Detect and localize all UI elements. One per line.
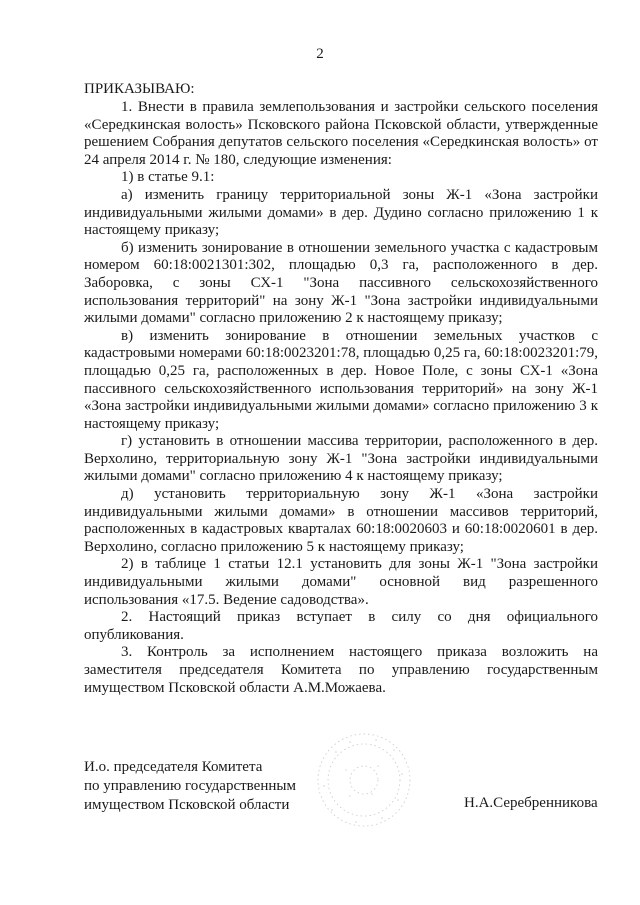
paragraph-subitem-a: а) изменить границу территориальной зоны Ж-1 «Зона застройки индивидуальными жилыми домами» в дер. Дудино согласно приложению 1 к настоящему приказу; xyxy=(84,186,598,239)
signatory-position-line: И.о. председателя Комитета xyxy=(84,759,263,775)
paragraph-subitem-b: б) изменить зонирование в отношении земельного участка с кадастровым номером 60:18:0021301:302, площадью 0,3 га, расположенного в дер. Заборовка, с зоны СХ-1 "Зона пассивного сельскохозяйственного использования территорий" на зону Ж-1 "Зона застройки индивидуальными жилыми домами" согласно приложению 2 к настоящему приказу; xyxy=(84,239,598,327)
order-heading: ПРИКАЗЫВАЮ: xyxy=(84,81,195,97)
paragraph-subitem-v: в) изменить зонирование в отношении земельных участков с кадастровыми номерами 60:18:0023201:78, площадью 0,25 га, 60:18:0023201:79, площадью 0,25 га, расположенных в дер. Новое Поле, с зоны СХ-1 «Зона пассивного сельскохозяйственного использования территорий» на зону Ж-1 «Зона застройки индивидуальными жилыми домами» согласно приложению 3 к настоящему приказу; xyxy=(84,327,598,432)
paragraph-item-2: 2. Настоящий приказ вступает в силу со дня официального опубликования. xyxy=(84,609,598,643)
paragraph-item-3: 3. Контроль за исполнением настоящего приказа возложить на заместителя председателя Комитета по управлению государственным имуществом Псковской области А.М.Можаева. xyxy=(84,644,598,696)
paragraph-subitem-1: 1) в статье 9.1: xyxy=(121,169,215,186)
signatory-position-line: имуществом Псковской области xyxy=(84,797,290,813)
signatory-name: Н.А.Серебренникова xyxy=(464,795,598,811)
page-number: 2 xyxy=(316,46,324,62)
document-body xyxy=(84,99,598,697)
paragraph-subitem-d: д) установить территориальную зону Ж-1 «Зона застройки индивидуальными жилыми домами» в отношении массивов территорий, расположенных в кадастровых кварталах 60:18:0020603 и 60:18:0020601 в дер. Верхолино, согласно приложению 5 к настоящему приказу; xyxy=(84,486,598,555)
paragraph-subitem-2: 2) в таблице 1 статьи 12.1 установить для зоны Ж-1 "Зона застройки индивидуальными жилыми домами" основной вид разрешенного использования «17.5. Ведение садоводства». xyxy=(84,556,598,608)
signatory-position-line: по управлению государственным xyxy=(84,778,296,794)
signatory-position xyxy=(84,758,296,815)
official-seal-stamp xyxy=(306,730,422,830)
paragraph-item-1: 1. Внести в правила землепользования и застройки сельского поселения «Середкинская волость» Псковского района Псковской области, утвержденные решением Собрания депутатов сельского поселения «Середкинская волость» от 24 апреля 2014 г. № 180, следующие изменения: xyxy=(84,99,598,168)
paragraph-subitem-g: г) установить в отношении массива территории, расположенного в дер. Верхолино, территориальную зону Ж-1 "Зона застройки индивидуальными жилыми домами" согласно приложению 4 к настоящему приказу; xyxy=(84,433,598,485)
